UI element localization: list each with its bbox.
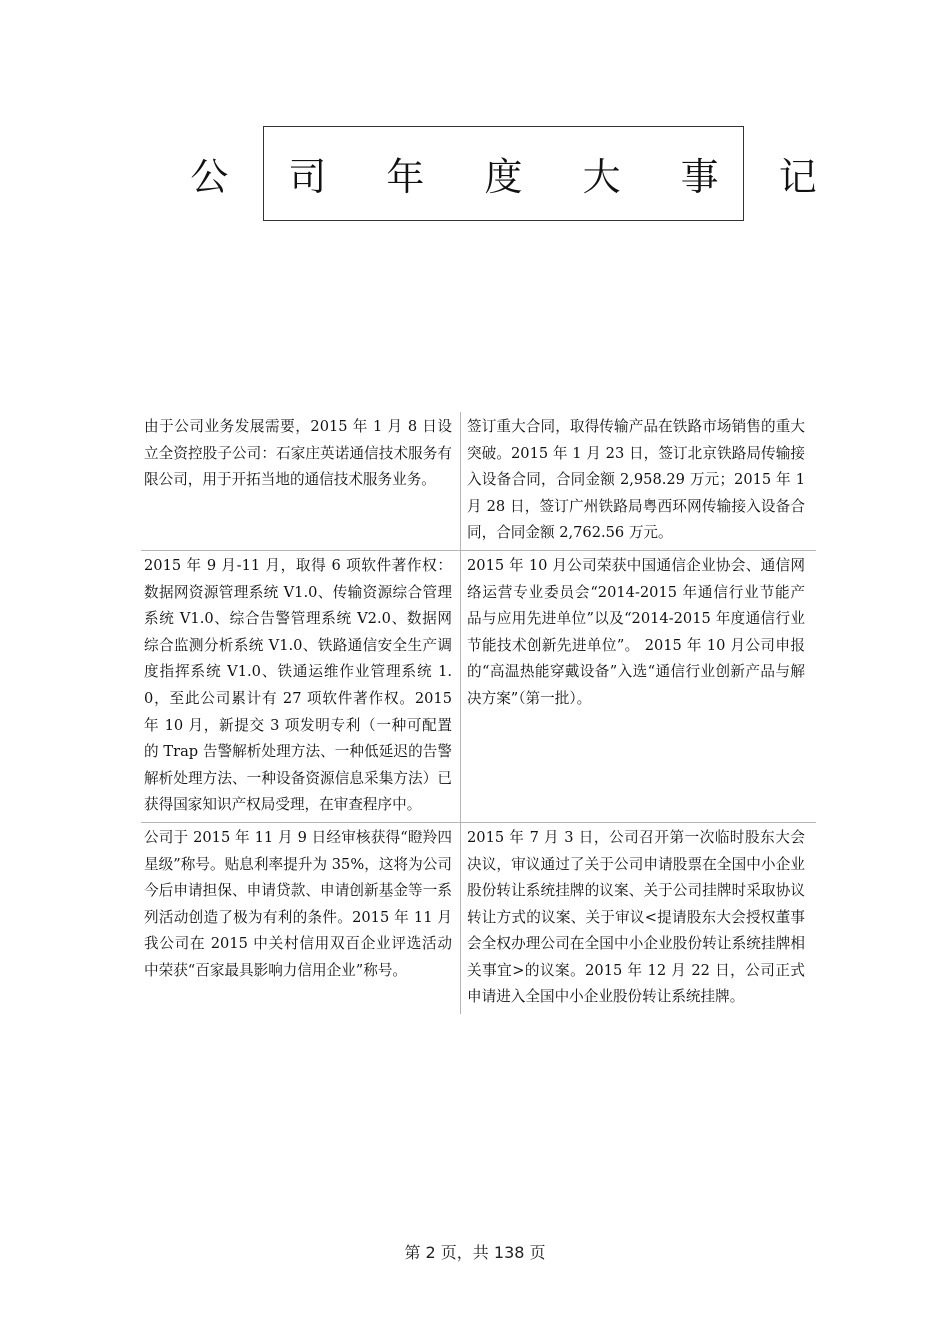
event-cell-left: 由于公司业务发展需要，2015 年 1 月 8 日设立全资控股子公司：石家庄英诺通信技术服务有限公司，用于开拓当地的通信技术服务业务。	[141, 412, 461, 550]
events-table	[141, 412, 816, 1014]
event-cell-left: 公司于 2015 年 11 月 9 日经审核获得“瞪羚四星级”称号。贴息利率提升为 35%，这将为公司今后申请担保、申请贷款、申请创新基金等一系列活动创造了极为有利的条件。2015 年 11 月我公司在 2015 中关村信用双百企业评选活动中荣获“百家最具影响力信用企业”称号。	[141, 823, 461, 1014]
event-row-3	[141, 823, 816, 1014]
event-cell-right: 2015 年 10 月公司荣获中国通信企业协会、通信网络运营专业委员会“2014-2015 年通信行业节能产品与应用先进单位”以及“2014-2015 年度通信行业节能技术创新先进单位”。 2015 年 10 月公司申报的“高温热能穿戴设备”入选“通信行业创新产品与解决方案”（第一批）。	[467, 556, 805, 707]
event-row-1	[141, 412, 816, 551]
page-title: 公 司 年 度 大 事 记	[190, 155, 841, 199]
event-cell-right: 2015 年 7 月 3 日，公司召开第一次临时股东大会决议，审议通过了关于公司申请股票在全国中小企业股份转让系统挂牌的议案、关于公司挂牌时采取协议转让方式的议案、关于审议<提请股东大会授权董事会全权办理公司在全国中小企业股份转让系统挂牌相关事宜>的议案。2015 年 12 月 22 日，公司正式申请进入全国中小企业股份转让系统挂牌。	[467, 828, 805, 1006]
event-row-2	[141, 551, 816, 823]
title-box	[190, 126, 841, 221]
event-cell-right: 签订重大合同，取得传输产品在铁路市场销售的重大突破。2015 年 1 月 23 日，签订北京铁路局传输接入设备合同，合同金额 2,958.29 万元；2015 年 1 月 28 日，签订广州铁路局粤西环网传输接入设备合同，合同金额 2,762.56 万元。	[467, 418, 805, 542]
event-cell-left: 2015 年 9 月-11 月，取得 6 项软件著作权：数据网资源管理系统 V1.0、传输资源综合管理系统 V1.0、综合告警管理系统 V2.0、数据网综合监测分析系统 V1.0、铁路通信安全生产调度指挥系统 V1.0、铁通运维作业管理系统 1.0，至此公司累计有 27 项软件著作权。2015 年 10 月，新提交 3 项发明专利（一种可配置的 Trap 告警解析处理方法、一种低延迟的告警解析处理方法、一种设备资源信息采集方法）已获得国家知识产权局受理，在审查程序中。	[141, 551, 461, 822]
page-footer: 第 2 页，共 138 页	[404, 1243, 546, 1262]
